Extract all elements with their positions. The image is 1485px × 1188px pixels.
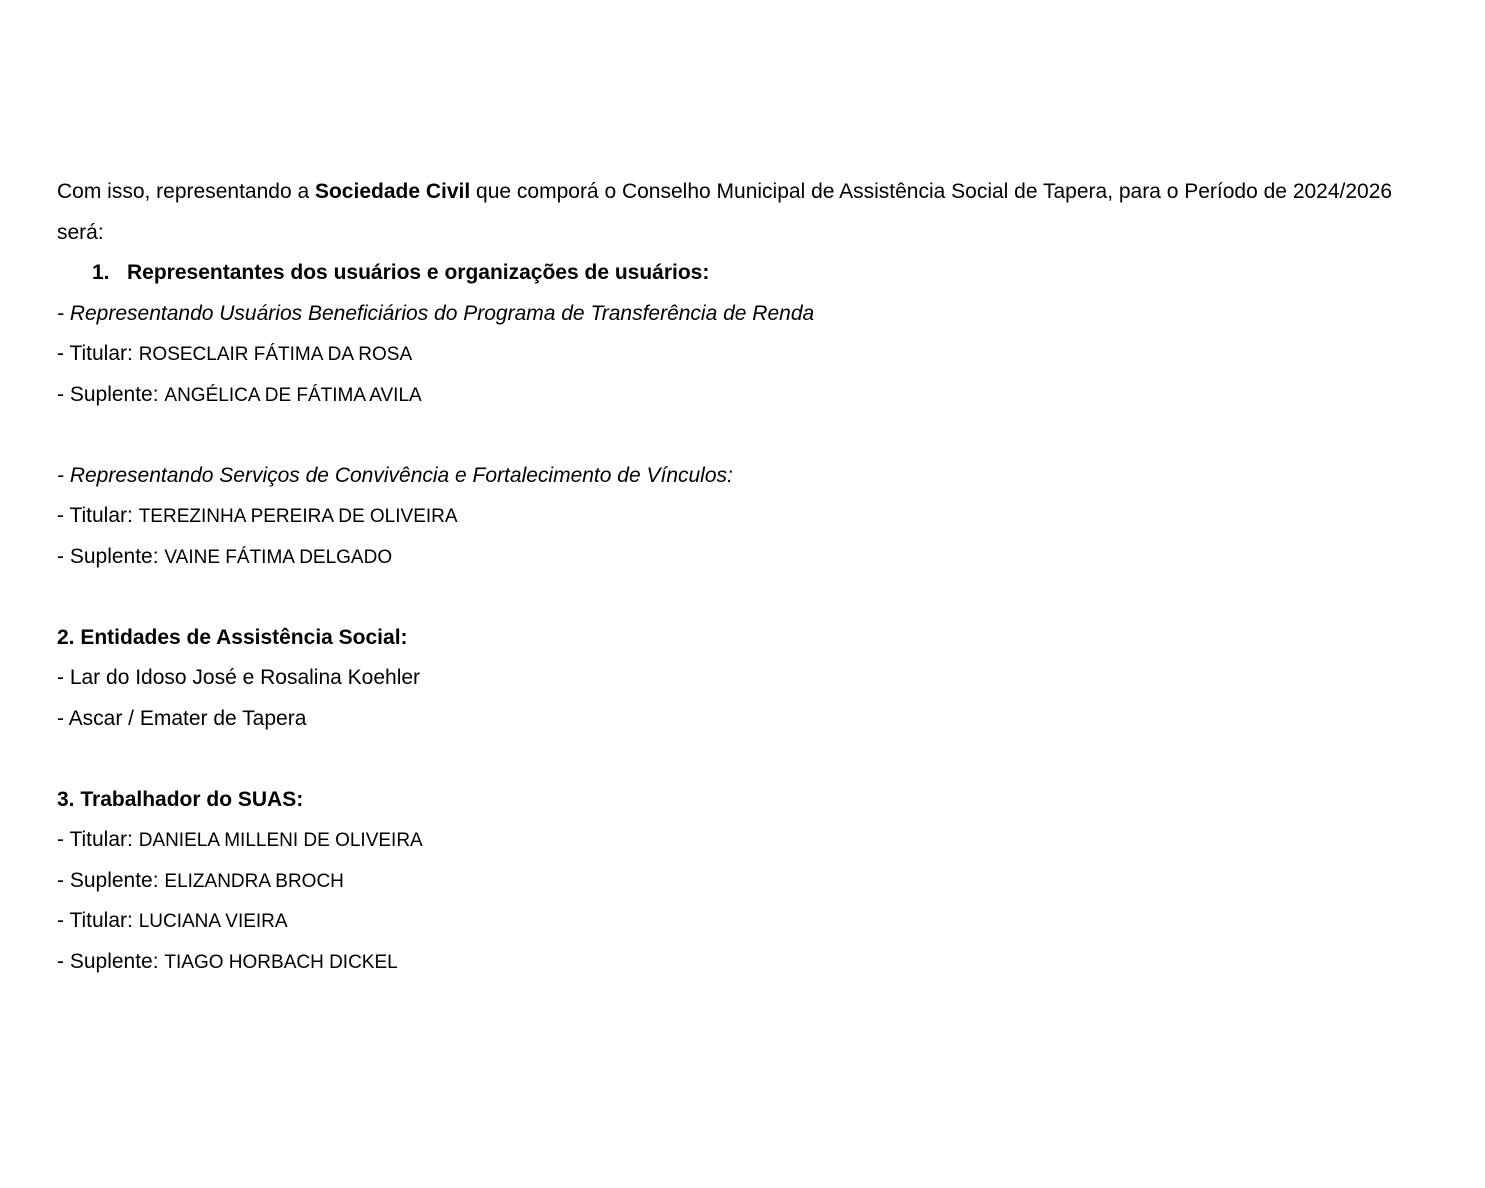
member-label: - Titular: — [57, 828, 139, 851]
section2-item: - Ascar / Emater de Tapera — [57, 706, 307, 730]
section1-number: 1. — [92, 261, 110, 284]
titular-name: TEREZINHA PEREIRA DE OLIVEIRA — [138, 506, 458, 527]
section1-heading — [57, 253, 1437, 294]
suplente-label: - Suplente: — [57, 382, 165, 406]
spacer — [57, 577, 1437, 618]
section1-group2-titular — [57, 496, 1437, 537]
document-page — [57, 172, 1437, 982]
spacer — [57, 415, 1437, 456]
section1-title: Representantes dos usuários e organizações de usuários: — [127, 261, 710, 284]
member-label: - Suplente: — [57, 949, 165, 973]
intro-paragraph — [57, 172, 1437, 253]
intro-text-end: que comporá o Conselho Municipal de Assistência Social de Tapera, para o Período de 2024/2026 será: — [57, 180, 1393, 244]
section3-member — [57, 942, 1437, 983]
member-label: - Suplente: — [57, 868, 165, 892]
spacer — [57, 739, 1437, 780]
member-label: - Titular: — [57, 909, 139, 932]
titular-label: - Titular: — [57, 504, 139, 527]
section1-group1-titular — [57, 334, 1437, 375]
titular-name: ROSECLAIR FÁTIMA DA ROSA — [138, 344, 413, 365]
member-name: ELIZANDRA BROCH — [164, 870, 344, 892]
section1-group2-heading: - Representando Serviços de Convivência e Fortalecimento de Vínculos: — [57, 463, 733, 487]
section1-group1-suplente — [57, 375, 1437, 416]
section1-group1-heading: - Representando Usuários Beneficiários do Programa de Transferência de Renda — [57, 301, 815, 325]
section2-item: - Lar do Idoso José e Rosalina Koehler — [57, 666, 421, 689]
member-name: LUCIANA VIEIRA — [138, 911, 288, 932]
section3-heading: 3. Trabalhador do SUAS: — [57, 787, 304, 811]
section1-group2-suplente — [57, 537, 1437, 578]
intro-bold-sociedade-civil: Sociedade Civil — [314, 180, 471, 203]
member-name: TIAGO HORBACH DICKEL — [164, 951, 398, 973]
section3-member — [57, 901, 1437, 942]
titular-label: - Titular: — [57, 342, 139, 365]
section3-member — [57, 861, 1437, 902]
suplente-name: VAINE FÁTIMA DELGADO — [164, 546, 393, 568]
section3-member — [57, 820, 1437, 861]
section2-heading: 2. Entidades de Assistência Social: — [57, 625, 408, 649]
suplente-label: - Suplente: — [57, 544, 165, 568]
intro-text-start: Com isso, representando a — [57, 180, 315, 203]
suplente-name: ANGÉLICA DE FÁTIMA AVILA — [164, 384, 422, 406]
member-name: DANIELA MILLENI DE OLIVEIRA — [138, 830, 423, 851]
